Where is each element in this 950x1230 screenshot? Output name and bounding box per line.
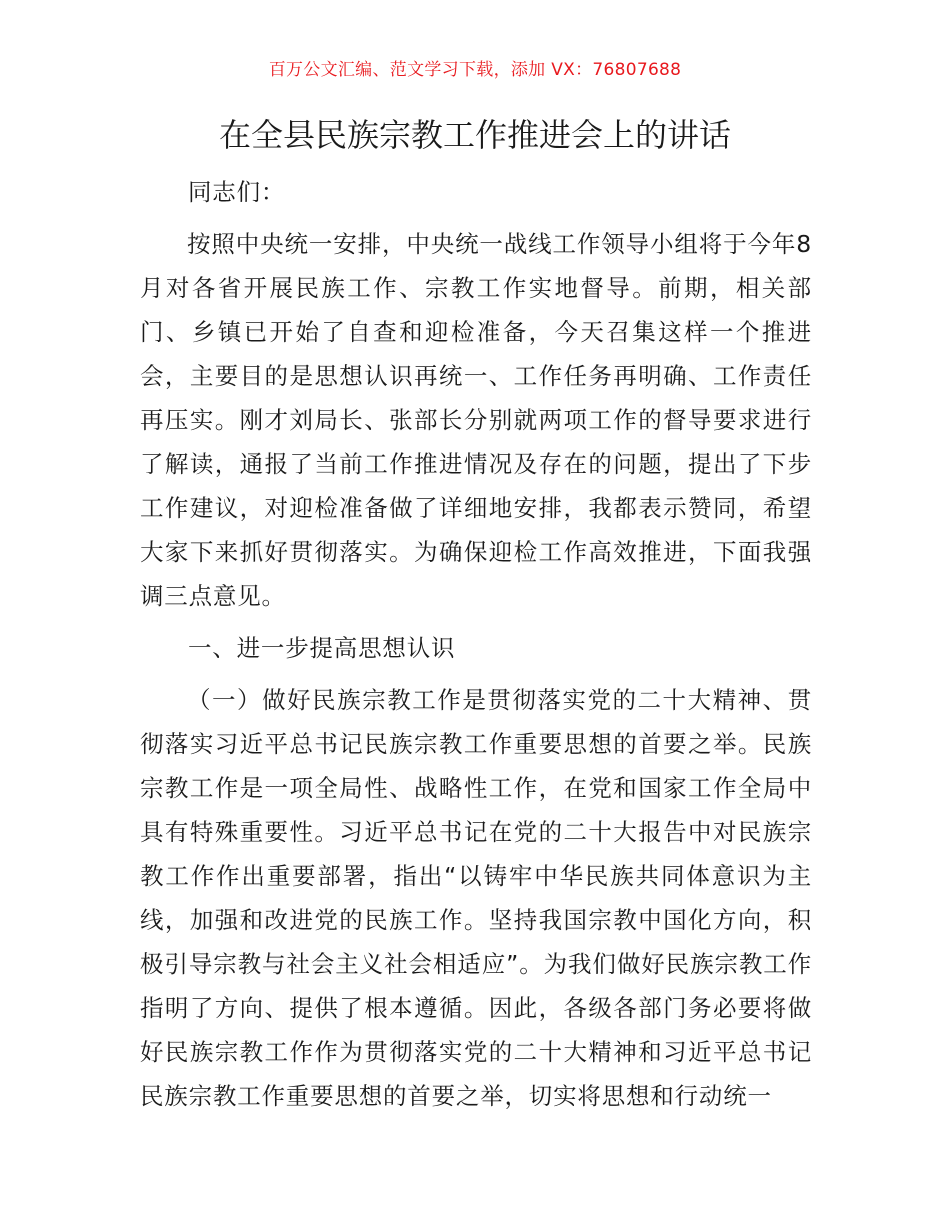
document-title: 在全县民族宗教工作推进会上的讲话 xyxy=(218,116,731,154)
document-body xyxy=(140,170,812,1126)
paragraph-intro: 按照中央统一安排，中央统一战线工作领导小组将于今年8月对各省开展民族工作、宗教工作实地督导。前期，相关部门、乡镇已开始了自查和迎检准备，今天召集这样一个推进会，主要目的是思想认识再统一、工作任务再明确、工作责任再压实。刚才刘局长、张部长分别就两项工作的督导要求进行了解读，通报了当前工作推进情况及存在的问题，提出了下步工作建议，对迎检准备做了详细地安排，我都表示赞同，希望大家下来抓好贯彻落实。为确保迎检工作高效推进，下面我强调三点意见。 xyxy=(140,230,812,610)
greeting: 同志们： xyxy=(188,178,286,206)
watermark-header: 百万公文汇编、范文学习下载，添加 VX：76807688 xyxy=(268,60,682,80)
section-heading: 一、进一步提高思想认识 xyxy=(188,634,456,662)
paragraph-section-1: （一）做好民族宗教工作是贯彻落实党的二十大精神、贯彻落实习近平总书记民族宗教工作重要思想的首要之举。民族宗教工作是一项全局性、战略性工作，在党和国家工作全局中具有特殊重要性。习近平总书记在党的二十大报告中对民族宗教工作作出重要部署，指出“以铸牢中华民族共同体意识为主线，加强和改进党的民族工作。坚持我国宗教中国化方向，积极引导宗教与社会主义社会相适应”。为我们做好民族宗教工作指明了方向、提供了根本遵循。因此，各级各部门务必要将做好民族宗教工作作为贯彻落实党的二十大精神和习近平总书记民族宗教工作重要思想的首要之举，切实将思想和行动统一 xyxy=(140,686,812,1110)
